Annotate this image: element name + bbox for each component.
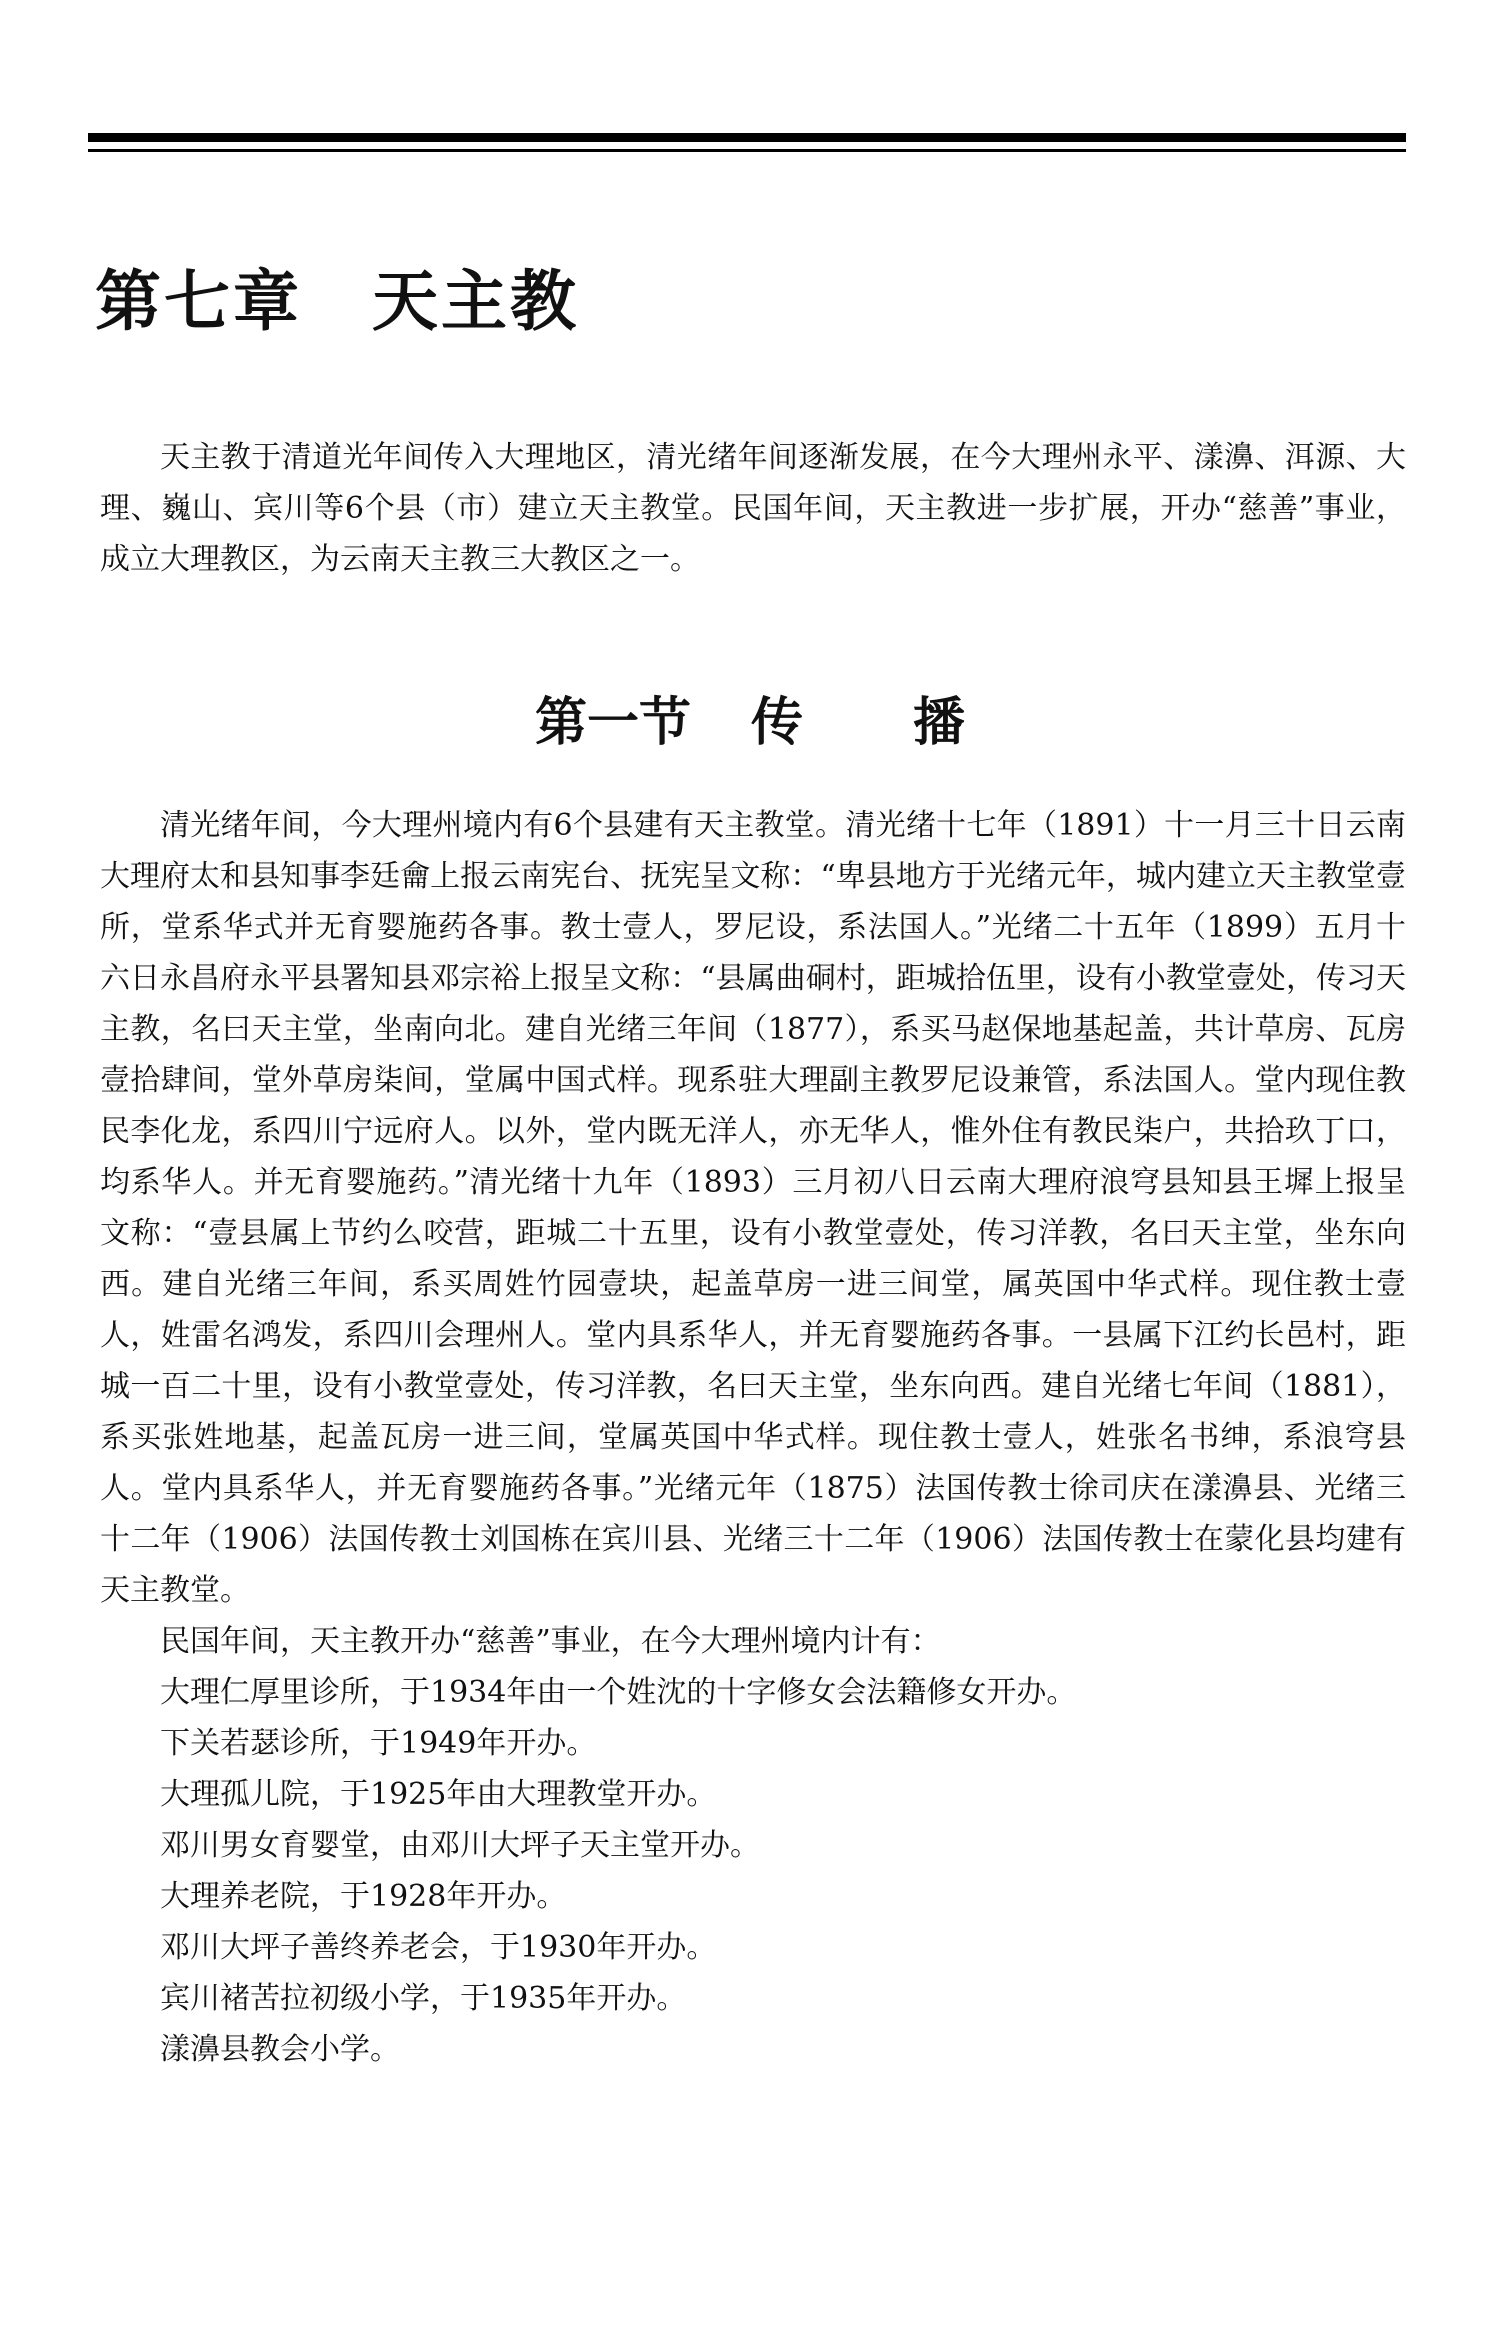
chapter-name: 天主教 [372,263,579,340]
list-item: 邓川男女育婴堂，由邓川大坪子天主堂开办。 [160,1828,760,1863]
list-item: 大理养老院，于1928年开办。 [160,1879,567,1914]
list-item: 大理孤儿院，于1925年由大理教堂开办。 [160,1777,717,1812]
header-rule-thick [88,133,1406,142]
list-item: 下关若瑟诊所，于1949年开办。 [160,1726,597,1761]
section-number: 第一节 [534,692,691,753]
list-item: 邓川大坪子善终养老会，于1930年开办。 [160,1930,717,1965]
list-item: 漾濞县教会小学。 [160,2032,400,2067]
list-item: 大理仁厚里诊所，于1934年由一个姓沈的十字修女会法籍修女开办。 [160,1675,1077,1710]
chapter-number: 第七章 [95,263,302,340]
list-item: 宾川褚苦拉初级小学，于1935年开办。 [160,1981,687,2016]
intro-paragraph: 天主教于清道光年间传入大理地区，清光绪年间逐渐发展，在今大理州永平、漾濞、洱源、大理、巍山、宾川等6个县（市）建立天主教堂。民国年间，天主教进一步扩展，开办“慈善”事业，成立大理教区，为云南天主教三大教区之一。 [100,440,1406,577]
section-name-char1: 传 [750,692,803,753]
chapter-title [95,262,579,342]
section-body [100,800,1406,2075]
section-title [0,688,1500,758]
body-paragraph: 清光绪年间，今大理州境内有6个县建有天主教堂。清光绪十七年（1891）十一月三十日云南大理府太和县知事李廷龠上报云南宪台、抚宪呈文称：“卑县地方于光绪元年，城内建立天主教堂壹所，堂系华式并无育婴施药各事。教士壹人，罗尼设，系法国人。”光绪二十五年（1899）五月十六日永昌府永平县署知县邓宗裕上报呈文称：“县属曲硐村，距城拾伍里，设有小教堂壹处，传习天主教，名曰天主堂，坐南向北。建自光绪三年间（1877），系买马赵保地基起盖，共计草房、瓦房壹拾肆间，堂外草房柒间，堂属中国式样。现系驻大理副主教罗尼设兼管，系法国人。堂内现住教民李化龙，系四川宁远府人。以外，堂内既无洋人，亦无华人，惟外住有教民柒户，共拾玖丁口，均系华人。并无育婴施药。”清光绪十九年（1893）三月初八日云南大理府浪穹县知县王墀上报呈文称：“壹县属上节约么咬营，距城二十五里，设有小教堂壹处，传习洋教，名曰天主堂，坐东向西。建自光绪三年间，系买周姓竹园壹块，起盖草房一进三间堂，属英国中华式样。现住教士壹人，姓雷名鸿发，系四川会理州人。堂内具系华人，并无育婴施药各事。一县属下江约长邑村，距城一百二十里，设有小教堂壹处，传习洋教，名曰天主堂，坐东向西。建自光绪七年间（1881），系买张姓地基，起盖瓦房一进三间，堂属英国中华式样。现住教士壹人，姓张名书绅，系浪穹县人。堂内具系华人，并无育婴施药各事。”光绪元年（1875）法国传教士徐司庆在漾濞县、光绪三十二年（1906）法国传教士刘国栋在宾川县、光绪三十二年（1906）法国传教士在蒙化县均建有天主教堂。 [100,808,1406,1608]
body-paragraph: 民国年间，天主教开办“慈善”事业，在今大理州境内计有： [160,1624,941,1659]
section-name-char2: 播 [913,692,966,753]
header-rule-thin [88,149,1406,152]
